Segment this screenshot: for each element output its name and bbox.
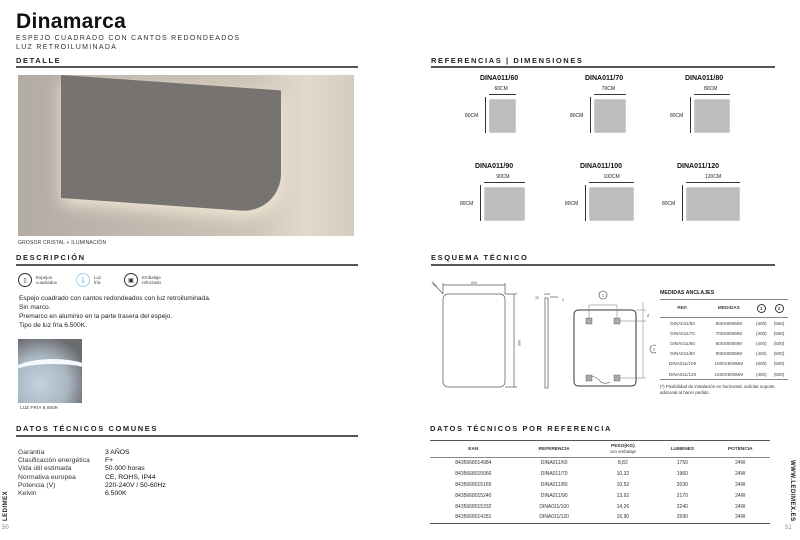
table-cell: DINA011/100 [668,361,697,367]
mirror-preview [484,187,525,221]
reference-name: DINA011/100 [580,163,623,170]
table-row [430,458,770,469]
description-line: Premarco en aluminio en la parte trasera del espejo. [19,313,173,320]
mirror-preview [694,99,730,133]
brand-logo: LEDIMEX [3,490,9,521]
table-cell: DINA011/60 [540,460,568,467]
table-cell: (500) [773,340,785,346]
page-title: Dinamarca [16,10,127,33]
table-cell: 14,26 [616,503,630,510]
feature-label: cuadrados [36,280,58,285]
technical-diagram [428,280,656,402]
anclaje-row [660,318,788,329]
thumb-caption: LUZ FRÍA 6.500K [20,405,59,410]
thermometer-icon: 🌡 [76,273,90,287]
section-datos-referencia: DATOS TÉCNICOS POR REFERENCIA [430,424,612,433]
height-label: 80CM [465,113,479,119]
width-label: 80CM [704,86,718,92]
reference-table-block [430,440,770,524]
table-cell: 24W [735,492,746,499]
dim-radius: R50 [430,280,438,288]
table-cell: (300) [755,330,767,336]
table-cell: 24W [735,460,746,467]
mirror-preview [589,187,634,221]
table-cell: 13,92 [616,492,630,499]
reference-table [430,440,770,524]
package-icon: ▣ [124,273,138,287]
table-cell: (500) [773,351,785,357]
height-label: 80CM [565,201,579,207]
reference-name: DINA011/120 [677,163,720,170]
anchor-point [614,375,620,381]
header-cell: EAN [430,441,517,458]
description-line: Espejo cuadrado con cantos redondeados con luz retroiluminada. [19,295,211,302]
table-cell: 1750 [676,460,688,467]
height-label: 80CM [570,113,584,119]
table-cell: 24W [710,512,770,523]
header-cell: PESO(KG) con embalaje [592,441,655,458]
header-cell: 2 [770,300,788,318]
divider [431,264,775,266]
subtitle-line2: LUZ RETROILUMINADA [16,44,118,51]
description-line: Tipo de luz fría 6.500K. [19,322,87,329]
anclaje-row [660,328,788,338]
feature-packaging [124,273,168,287]
divider [16,66,358,68]
height-line [485,97,486,133]
header-cell: LUMENES [654,441,710,458]
height-label: 80CM [460,201,474,207]
anclajes-table [660,299,788,380]
table-cell: 900X800MM [715,351,742,357]
width-line [484,182,525,183]
spec-row: Normativa europea CE, ROHS, IP44 [18,473,156,481]
description [19,294,211,330]
table-cell: 24W [735,503,746,510]
feature-label: Espejos [36,275,53,280]
table-cell: DINA011/70 [540,471,568,478]
table-cell: (560) [773,320,785,326]
table-row [430,501,770,512]
anchor-point [586,375,592,381]
width-label: 70CM [601,86,616,92]
table-cell: 1200X800MM [705,369,752,380]
dim-gap: 5 [562,298,564,302]
table-cell: 1960 [676,471,688,478]
feature-label: reforzado [142,280,162,285]
front-view [433,283,517,387]
table-row [430,512,770,523]
anclaje-row [660,369,788,380]
back-view [574,310,636,386]
table-row [430,469,770,480]
header-cell: REFERENCIA [517,441,592,458]
table-cell: (500) [770,369,788,380]
table-row [430,490,770,501]
spec-row: Vida útil estimada 50.000 horas [18,465,145,473]
reference-name: DINA011/60 [480,75,519,82]
width-label: 90CM [496,174,510,180]
section-datos-comunes: DATOS TÉCNICOS COMUNES [16,424,159,433]
table-cell: (300) [755,320,767,326]
square-mirror-icon: ▯ [18,273,32,287]
description-line: Sin marco. [19,304,51,311]
width-line [489,94,516,95]
table-cell: 8435668015332 [455,503,492,510]
table-cell: DINA011/80 [540,481,568,488]
reference-name: DINA011/80 [685,75,724,82]
anclaje-row [660,338,788,348]
table-cell: 2240 [676,503,688,510]
anclajes-table-block [660,290,790,395]
anclajes-note: (*) Posibilidad de instalación en horizontal, solicitar soporte adicional al hacer pedido. [660,384,775,395]
height-line [690,97,691,133]
table-cell: 8435668014984 [455,460,492,467]
reference-name: DINA011/70 [585,75,624,82]
website-url: WWW.LEDIMEX.ES [789,460,795,522]
side-view [544,294,558,388]
table-cell: 24W [735,471,746,478]
table-cell: (400) [755,351,767,357]
table-cell: 2590 [654,512,710,523]
width-label: 60CM [494,86,508,92]
dim-width: 600 [471,281,477,285]
spec-row: Garantía 3 AÑOS [18,449,130,456]
anclaje-row [660,349,788,359]
dim-height: 800 [517,340,521,346]
subtitle-line1: ESPEJO CUADRADO CON CANTOS REDONDEADOS [16,35,241,42]
table-row [430,480,770,491]
feature-label: Embalaje [142,275,161,280]
anchor-point [586,318,592,324]
marker-2-label: 2 [652,346,656,352]
height-label: 80CM [670,113,684,119]
mirror-shape [61,75,281,213]
spec-row: Potencia (V) 220-240V / 50-60Hz [18,481,166,489]
divider [16,435,358,437]
table-cell: (560) [773,330,785,336]
light-thumbnail [18,339,82,403]
table-cell: DINA011/120 [660,369,705,380]
table-cell: 2030 [676,481,688,488]
table-cell: 8435668015240 [455,492,492,499]
detail-photo [18,75,354,236]
table-cell: 16,90 [592,512,655,523]
height-line [585,185,586,221]
header-cell: 1 [752,300,770,318]
width-label: 100CM [603,174,620,180]
table-cell: (600) [755,361,767,367]
table-cell: 1000X800MM [714,361,744,367]
table-cell: DINA011/60 [670,320,695,326]
table-cell: (400) [752,369,770,380]
table-cell: 8435668015165 [455,481,492,488]
table-cell: 600X800MM [715,320,742,326]
anclaje-row [660,359,788,369]
header-cell: REF. [660,300,705,318]
feature-square-mirror [18,273,62,287]
table-cell: DINA011/120 [517,512,592,523]
table-cell: 700X800MM [715,330,742,336]
feature-icons [18,273,168,287]
width-line [694,94,730,95]
marker-1-label: 1 [601,292,605,298]
table-cell: 10,52 [616,481,630,488]
table-cell: DINA011/90 [540,492,568,499]
table-cell: DINA011/80 [670,340,695,346]
divider [16,264,358,266]
table-cell: (500) [773,361,785,367]
specs-list [18,449,166,498]
feature-label: fría [94,280,101,285]
table-cell: 10,32 [616,471,630,478]
width-label: 120CM [705,174,722,180]
height-line [590,97,591,133]
width-line [594,94,626,95]
spec-row: Clasificación energética F+ [18,457,114,465]
cable [592,376,610,383]
divider [431,66,775,68]
table-cell: DINA011/100 [539,503,569,510]
height-label: 80CM [662,201,676,207]
dim-depth: 35 [535,296,539,300]
header-cell: MEDIDAS [705,300,752,318]
table-cell: 8435668014281 [430,512,517,523]
section-descripcion: DESCRIPCIÓN [16,253,86,262]
spec-row: Kelvin 6.500K [18,490,127,498]
mirror-preview [686,187,740,221]
table-cell: 2170 [676,492,688,499]
table-cell: 800X800MM [715,340,742,346]
feature-cold-light [76,273,110,287]
page-number-left: 50 [2,525,9,531]
table-cell: 24W [735,481,746,488]
photo-caption: GROSOR CRISTAL + ILUMINACIÓN [18,240,107,246]
feature-label: Luz [94,275,102,280]
mirror-preview [594,99,626,133]
anclajes-title: MEDIDAS ANCLAJES [660,290,715,296]
height-line [480,185,481,221]
mirror-preview [489,99,516,133]
section-referencias: REFERENCIAS | DIMENSIONES [431,56,584,65]
width-line [686,182,740,183]
reference-name: DINA011/90 [475,163,514,170]
height-line [682,185,683,221]
section-detalle: DETALLE [16,56,62,65]
dim-top-offset: 50 [646,314,650,318]
section-esquema: ESQUEMA TÉCNICO [431,253,529,262]
header-cell: POTENCIA [710,441,770,458]
table-cell: 8,82 [618,460,628,467]
anchor-points [586,318,620,381]
width-line [589,182,634,183]
anchor-point [614,318,620,324]
table-cell: 8435668015066 [455,471,492,478]
table-cell: DINA011/70 [670,330,695,336]
page-number-right: 51 [785,525,792,531]
table-cell: DINA011/90 [670,351,695,357]
table-cell: (400) [755,340,767,346]
